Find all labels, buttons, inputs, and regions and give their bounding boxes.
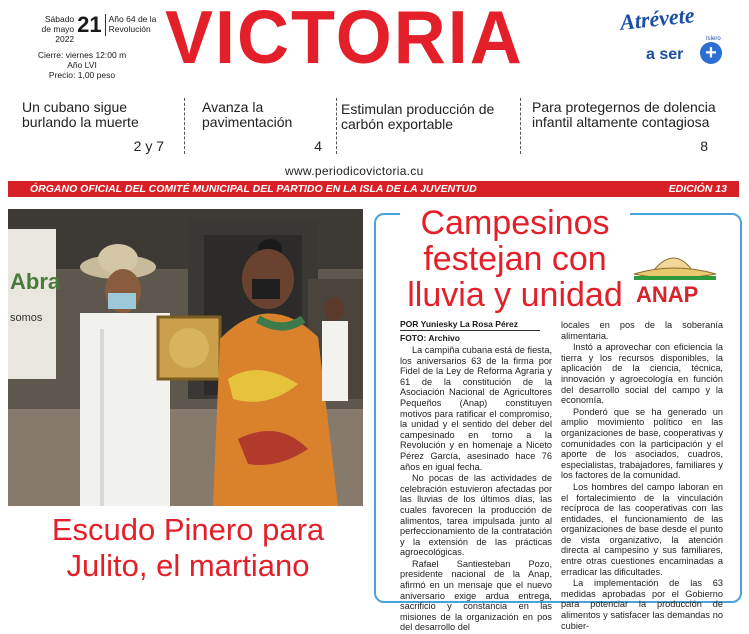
day-number: 21: [77, 14, 105, 36]
newspaper-title: VICTORIA: [165, 0, 524, 81]
promo-bottom-text: a ser: [646, 46, 684, 63]
closing-time: Cierre: viernes 12:00 m: [37, 50, 127, 60]
teaser-page: 8: [700, 138, 708, 154]
promo-tag: Islero: [706, 36, 721, 42]
paragraph: No pocas de las actividades de celebración estuvieron afectadas por las lluvias de los últimos días, las cuales favorecen la producción de alimentos, tarea impulsada junto al perfeccionamiento de la contratación y la extensión de las prácticas agroecológicas.: [400, 473, 552, 558]
teaser-text: Estimulan producción de carbón exportable: [341, 101, 495, 132]
divider: [184, 98, 185, 154]
teaser-text: Un cubano sigue burlando la muerte: [22, 99, 139, 130]
paragraph: Los hombres del campo laboran en el fortalecimiento de la vinculación recíproca de las cooperativas con las entidades, el funcionamiento de las organizaciones de base desde el punto de vista organizativo, la atención directa al campesino y sus familiares, entre otras cuestiones encaminadas a erradicar las dificultades.: [561, 481, 723, 577]
month-year: de mayo 2022: [41, 24, 75, 44]
author: POR Yuniesky La Rosa Pérez: [400, 319, 518, 329]
teaser-text: Avanza la pavimentación: [202, 99, 293, 130]
paragraph: Instó a aprovechar con eficiencia la tierra y los recursos disponibles, la aplicación de la ciencia, técnica, innovación y agroecología en función del desarrollo social del campo y la economía.: [561, 342, 723, 406]
teaser-row: [14, 92, 738, 160]
paragraph: Rafael Santiesteban Pozo, presidente nacional de la Anap, afirmó en un mensaje que el nuevo aniversario exige ardua entrega, sacrificio y constancia en las misiones de la organización en pos del desarrollo del: [400, 558, 552, 633]
volume-line1: Año 64 de la: [108, 14, 157, 24]
article-column-a: [400, 345, 552, 634]
lead-photo: [8, 209, 363, 506]
masthead-band: [8, 181, 739, 197]
banner-text-2: somos: [10, 312, 43, 324]
teaser-item[interactable]: [532, 92, 732, 160]
teaser-item[interactable]: [202, 92, 328, 160]
article-column-b: [561, 320, 723, 632]
byline-rule: [400, 330, 540, 331]
volume-line2: Revolución: [108, 24, 151, 34]
paragraph: La implementación de las 63 medidas aprobadas por el Gobierno para potenciar la producción de alimentos y satisfacer las demandas no cubier-: [561, 578, 723, 631]
price-label: Precio: 1,00 peso: [48, 70, 116, 80]
promo-logo: [618, 2, 733, 76]
teaser-item[interactable]: [341, 92, 511, 160]
anap-logo: [630, 244, 720, 306]
promo-top-text: Atrévete: [618, 2, 696, 35]
year-label: Año LVI: [67, 60, 97, 70]
paragraph: La campiña cubana está de fiesta, los aniversarios 63 de la firma por Fidel de la Ley de Reforma Agraria y 61 de la constitución de la Asociación Nacional de Agricultores Pequeños (Anap) constituyen motivos para ratificar el compromiso, la unidad y el sentido del deber del campesinado en torno a la Revolución y en homenaje a Niceto Pérez García, asesinado hace 76 años en igual fecha.: [400, 345, 552, 472]
article-headline[interactable]: Campesinos festejan con lluvia y unidad: [400, 205, 630, 313]
paragraph: Ponderó que se ha generado un amplio movimiento político en las organizaciones de base, cooperativas y comunidades con la participación y el aporte de los asociados, cuadros, especialistas, trabajadores, familiares y los factores de la comunidad.: [561, 406, 723, 481]
day-name: Sábado: [44, 14, 75, 24]
anap-logo-text: ANAP: [636, 282, 699, 307]
byline: [400, 319, 560, 344]
teaser-page: 4: [314, 138, 322, 154]
date-block: [30, 14, 160, 80]
divider: [336, 98, 337, 154]
site-url[interactable]: www.periodicovictoria.cu: [285, 164, 424, 178]
organ-label: ÓRGANO OFICIAL DEL COMITÉ MUNICIPAL DEL PARTIDO EN LA ISLA DE LA JUVENTUD: [30, 183, 477, 195]
banner-text-1: Abra: [10, 269, 61, 294]
teaser-page: 2 y 7: [133, 138, 164, 154]
photo-credit: FOTO: Archivo: [400, 333, 460, 343]
teaser-item[interactable]: [22, 92, 172, 160]
photo-headline[interactable]: Escudo Pinero para Julito, el martiano: [51, 512, 325, 583]
divider: [520, 98, 521, 154]
anap-hat-icon: [630, 244, 720, 306]
edition-label: EDICIÓN 13: [668, 183, 727, 195]
ceremony-photo: [8, 209, 363, 506]
teaser-text: Para protegernos de dolencia infantil altamente contagiosa: [532, 99, 716, 130]
paragraph: locales en pos de la soberanía alimentaria.: [561, 320, 723, 341]
plus-icon: +: [700, 42, 722, 64]
